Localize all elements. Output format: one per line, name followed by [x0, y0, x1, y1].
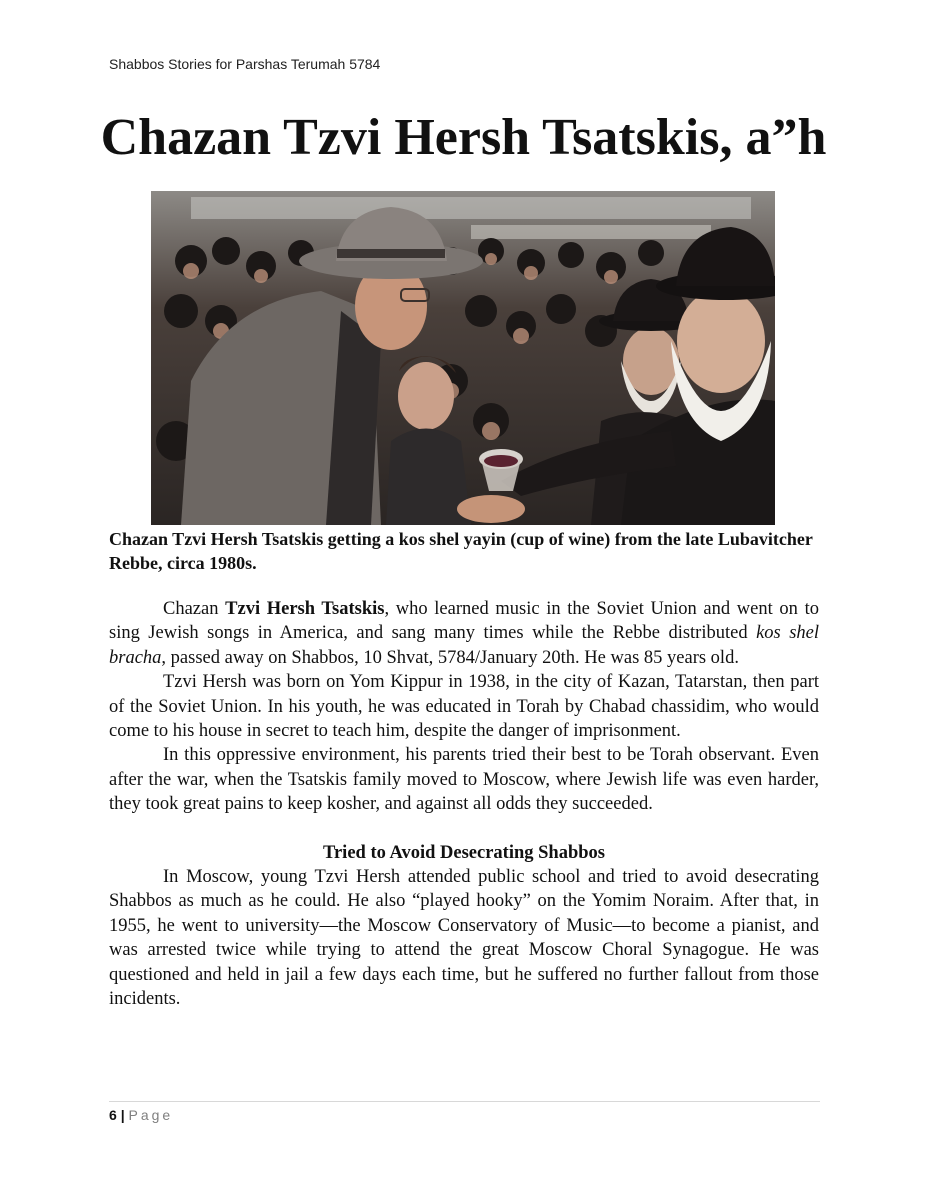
paragraph-4: In Moscow, young Tzvi Hersh attended public school and tried to avoid desecrating Shabbos as much as he could. He also “played hooky” on the Yomim Noraim. After that, in 1955, he went to university—the Moscow Conservatory of Music—to become a pianist, and was arrested twice while trying to attend the great Moscow Choral Synagogue. He was questioned and held in jail a few days each time, but he suffered no further fallout from those incidents.: [109, 867, 819, 1010]
footer-divider: [109, 1101, 820, 1102]
photo-icon: [151, 191, 775, 525]
page-label: Page: [128, 1107, 174, 1123]
article-photo: [151, 191, 775, 525]
running-header: Shabbos Stories for Parshas Terumah 5784: [109, 56, 381, 72]
paragraph-1-text-c: , passed away on Shabbos, 10 Shvat, 5784/January 20th. He was 85 years old.: [161, 647, 739, 668]
person-name: Tzvi Hersh Tsatskis: [225, 599, 385, 619]
page-number: 6: [109, 1107, 117, 1123]
italic-term: kos shel bracha: [109, 623, 819, 668]
paragraph-1-text-b: , who learned music in the Soviet Union and went on to sing Jewish songs in America, and sang many times while the Rebbe distributed: [109, 599, 819, 644]
article-title: Chazan Tzvi Hersh Tsatskis, a”h: [100, 109, 827, 166]
page-footer: [109, 1107, 173, 1123]
article-body: [109, 597, 819, 1012]
paragraph-3: In this oppressive environment, his parents tried their best to be Torah observant. Even after the war, when the Tsatskis family moved to Moscow, where Jewish life was even harder, they took great pains to keep kosher, and against all odds they succeeded.: [109, 745, 819, 815]
photo-caption: Chazan Tzvi Hersh Tsatskis getting a kos shel yayin (cup of wine) from the late Lubavitcher Rebbe, circa 1980s.: [109, 529, 813, 573]
paragraph-1-text-a: Chazan: [163, 599, 226, 619]
paragraph-2: Tzvi Hersh was born on Yom Kippur in 1938, in the city of Kazan, Tatarstan, then part of the Soviet Union. In his youth, he was educated in Torah by Chabad chassidim, who would come to his house in secret to teach him, despite the danger of imprisonment.: [109, 672, 819, 742]
section-heading: Tried to Avoid Desecrating Shabbos: [323, 842, 605, 863]
footer-separator: |: [120, 1107, 125, 1123]
paragraph-1: [109, 597, 819, 670]
